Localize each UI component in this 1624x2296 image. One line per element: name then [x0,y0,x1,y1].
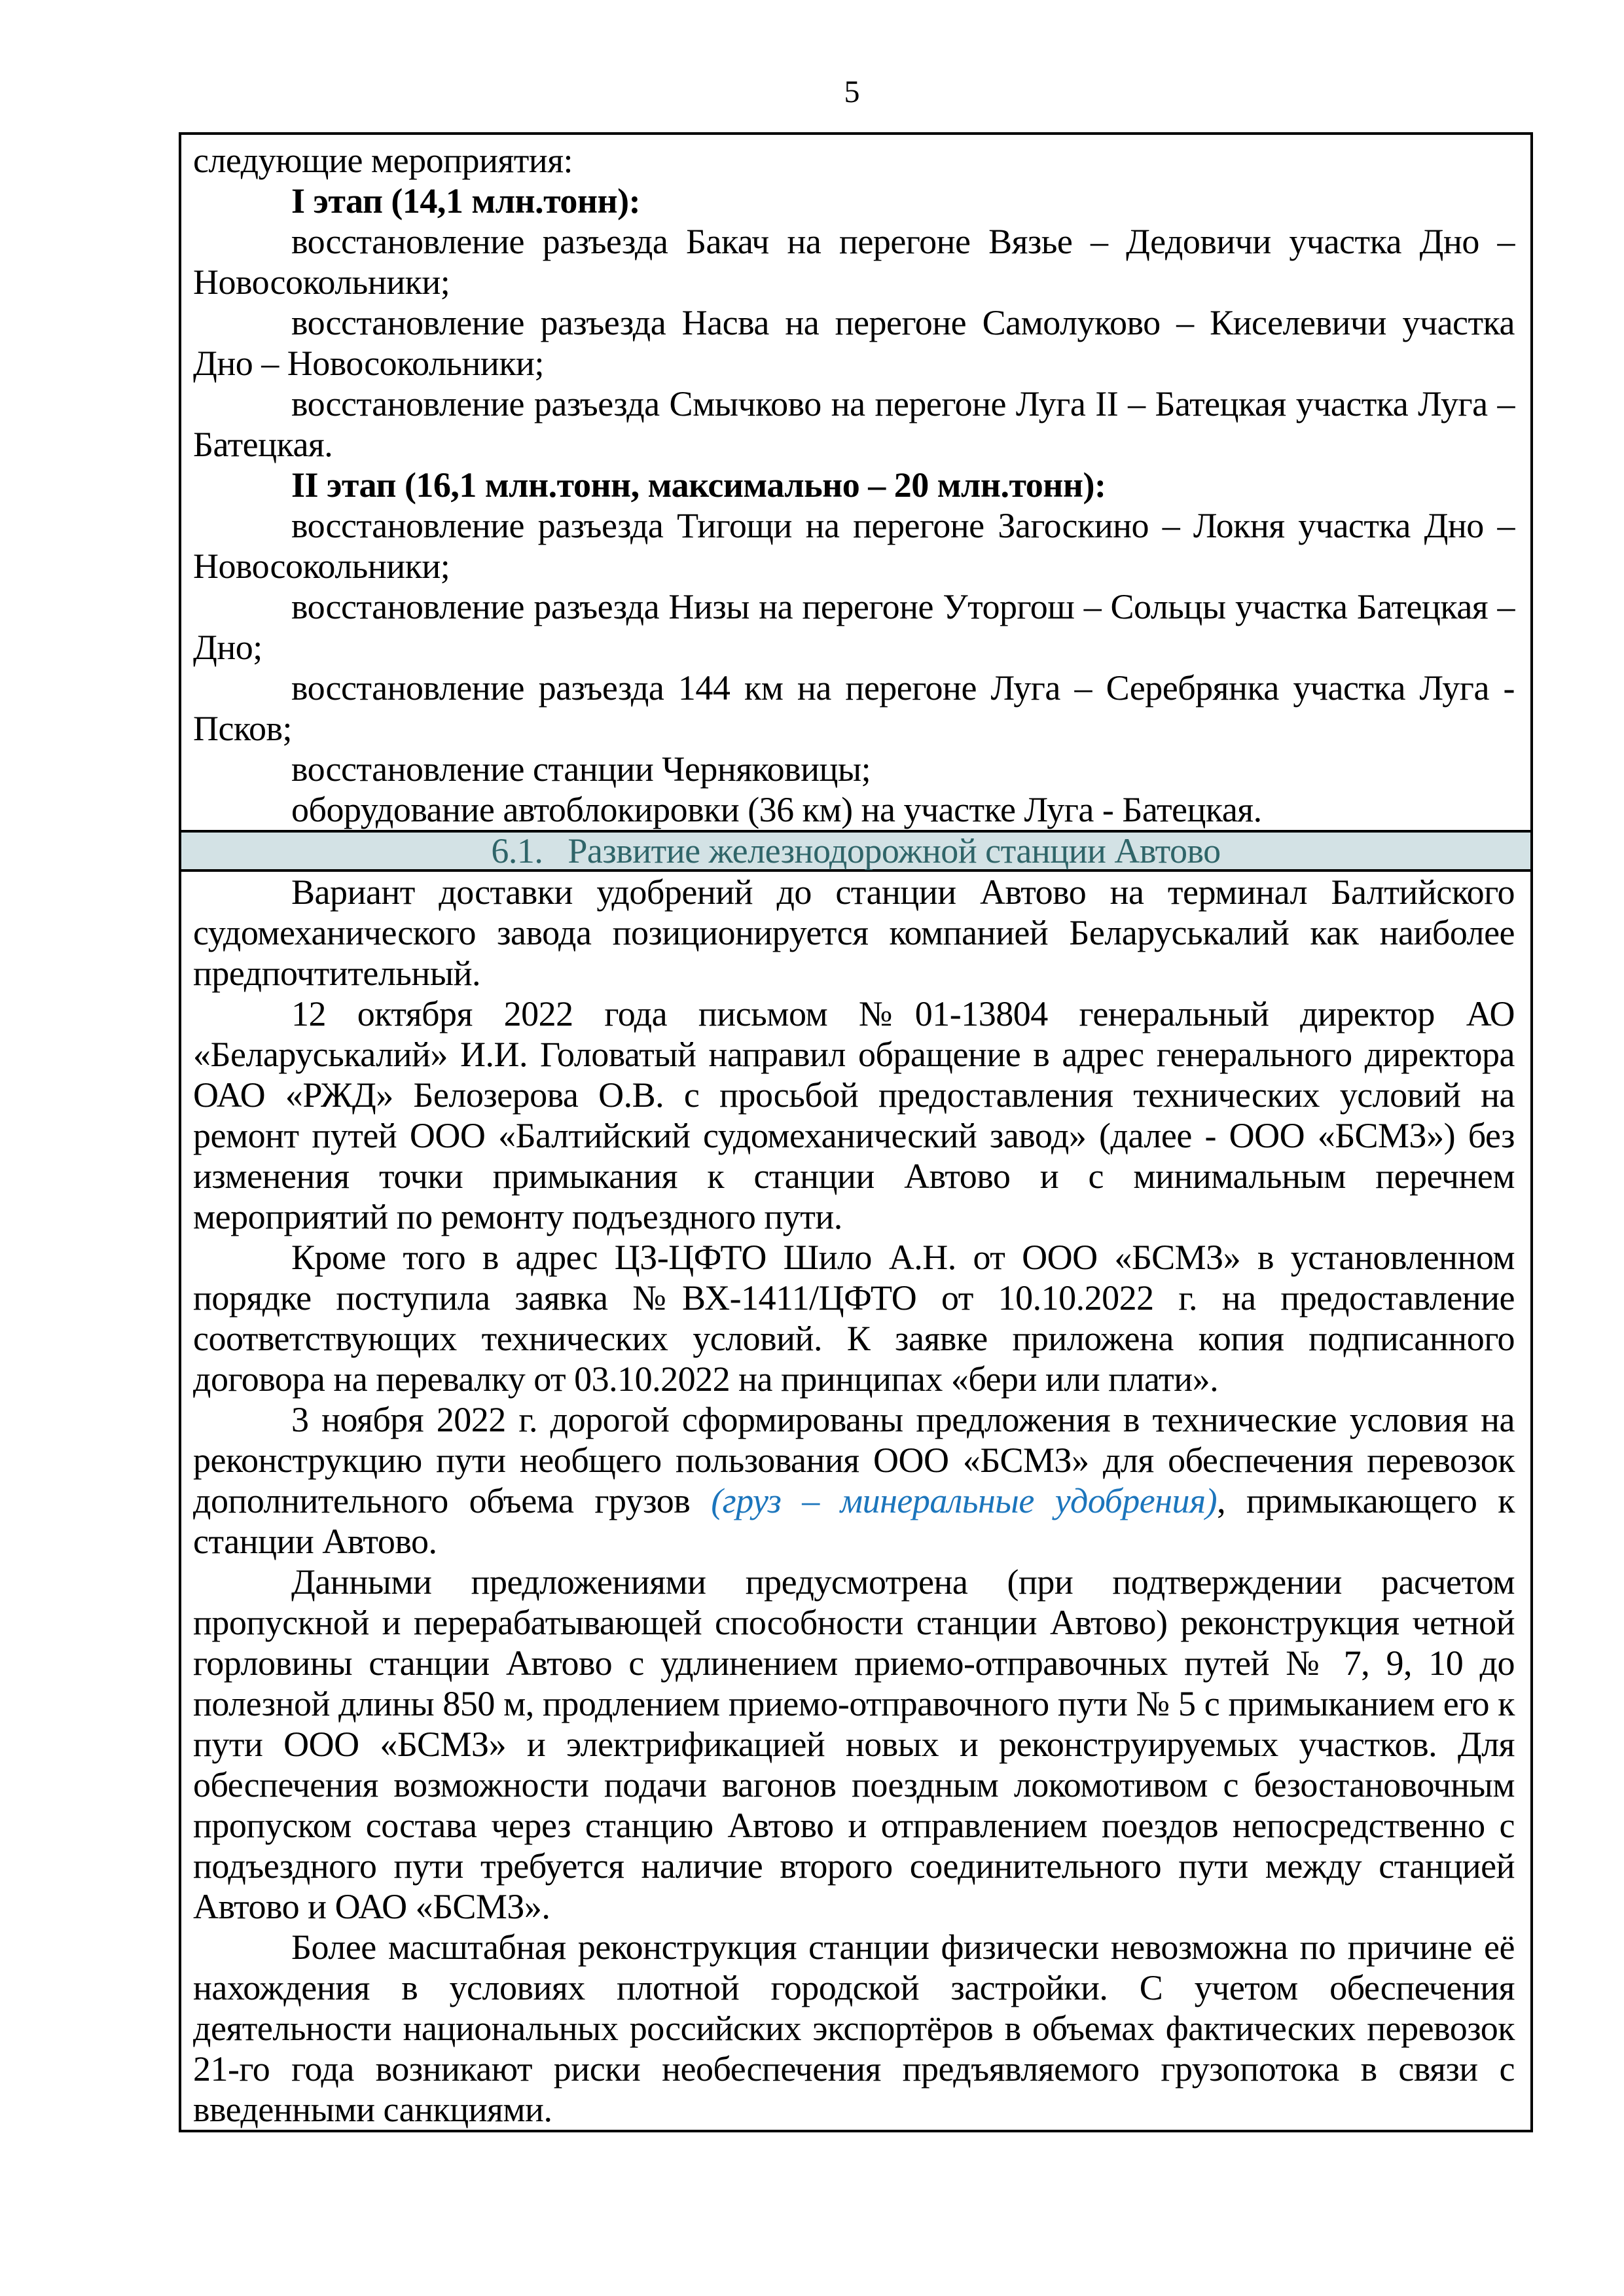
stage-2-item: восстановление разъезда 144 км на перегоне Луга – Серебрянка участка Луга - Псков; [193,668,1515,748]
stage-1-item: восстановление разъезда Бакач на перегоне Вязье – Дедовичи участка Дно – Новосокольники; [193,222,1515,302]
stage-1-item: восстановление разъезда Смычково на перегоне Луга II – Батецкая участка Луга – Батецкая. [193,384,1515,464]
paragraph-avtovo: 12 октября 2022 года письмом №01-13804 генеральный директор АО «Беларуськалий» И.И. Головатый направил обращение в адрес генерального директора ОАО «РЖД» Белозерова О.В. с просьбой предоставления технических условий на ремонт путей ООО «Балтийский судомеханический завод» (далее - ООО «БСМЗ») без изменения точки примыкания к станции Автово и с минимальным перечнем мероприятий по ремонту подъездного пути. [193,994,1515,1236]
paragraph-intro-continuation: следующие мероприятия: [193,141,573,180]
stage-2-item: оборудование автоблокировки (36 км) на участке Луга - Батецкая. [291,790,1262,829]
section-heading-title: Развитие железнодорожной станции Автово [568,831,1221,870]
stage-1-item: восстановление разъезда Насва на перегоне Самолуково – Киселевичи участка Дно – Новосокольники; [193,303,1515,383]
stage-2-item: восстановление разъезда Тигощи на перегоне Загоскино – Локня участка Дно – Новосокольники; [193,506,1515,586]
page-number: 5 [844,75,860,109]
section-heading-number: 6.1. [491,831,543,870]
paragraph-avtovo: Кроме того в адрес ЦЗ-ЦФТО Шило А.Н. от ООО «БСМЗ» в установленном порядке поступила заявка №ВХ-1411/ЦФТО от 10.10.2022 г. на предоставление соответствующих технических условий. К заявке приложена копия подписанного договора на перевалку от 03.10.2022 на принципах «бери или плати». [193,1238,1515,1399]
paragraph-avtovo: Вариант доставки удобрений до станции Автово на терминал Балтийского судомеханического завода позиционируется компанией Беларуськалий как наиболее предпочтительный. [193,872,1515,993]
paragraph-text-before-note: 3 ноября 2022 г. дорогой сформированы предложения в технические условия на реконструкцию пути необщего пользования ООО «БСМЗ» для обеспечения перевозок дополнительного объема грузов [193,1400,1515,1520]
paragraph-avtovo: Более масштабная реконструкция станции физически невозможна по причине её нахождения в условиях плотной городской застройки. С учетом обеспечения деятельности национальных российских экспортёров в объемах фактических перевозок 21-го года возникают риски необеспечения предъявляемого грузопотока в связи с введенными санкциями. [193,1928,1515,2129]
stage-1-heading: I этап (14,1 млн.тонн): [291,181,641,221]
paragraph-text-after-note: , примыкающего к станции Автово. [193,1481,1515,1561]
paragraph-avtovo: Данными предложениями предусмотрена (при подтверждении расчетом пропускной и перерабатывающей способности станции Автово) реконструкция четной горловины станции Автово с удлинением приемо-отправочных путей № 7, 9, 10 до полезной длины 850 м, продлением приемо-отправочного пути № 5 с примыканием его к пути ООО «БСМЗ» и электрификацией новых и реконструируемых участков. Для обеспечения возможности подачи вагонов поездным локомотивом с безостановочным пропуском состава через станцию Автово и отправлением поездов непосредственно с подъездного пути требуется наличие второго соединительного пути между станцией Автово и ОАО «БСМЗ». [193,1562,1515,1926]
section-heading-band [181,830,1530,872]
cargo-type-note: (груз – минеральные удобрения) [711,1481,1218,1520]
stage-2-item: восстановление разъезда Низы на перегоне Уторгош – Сольцы участка Батецкая – Дно; [193,587,1515,667]
stage-2-item: восстановление станции Черняковицы; [291,749,871,789]
document-text-frame [179,132,1533,2132]
stage-2-heading: II этап (16,1 млн.тонн, максимально – 20 млн.тонн): [291,465,1106,505]
paragraph-avtovo [193,1399,1515,1562]
